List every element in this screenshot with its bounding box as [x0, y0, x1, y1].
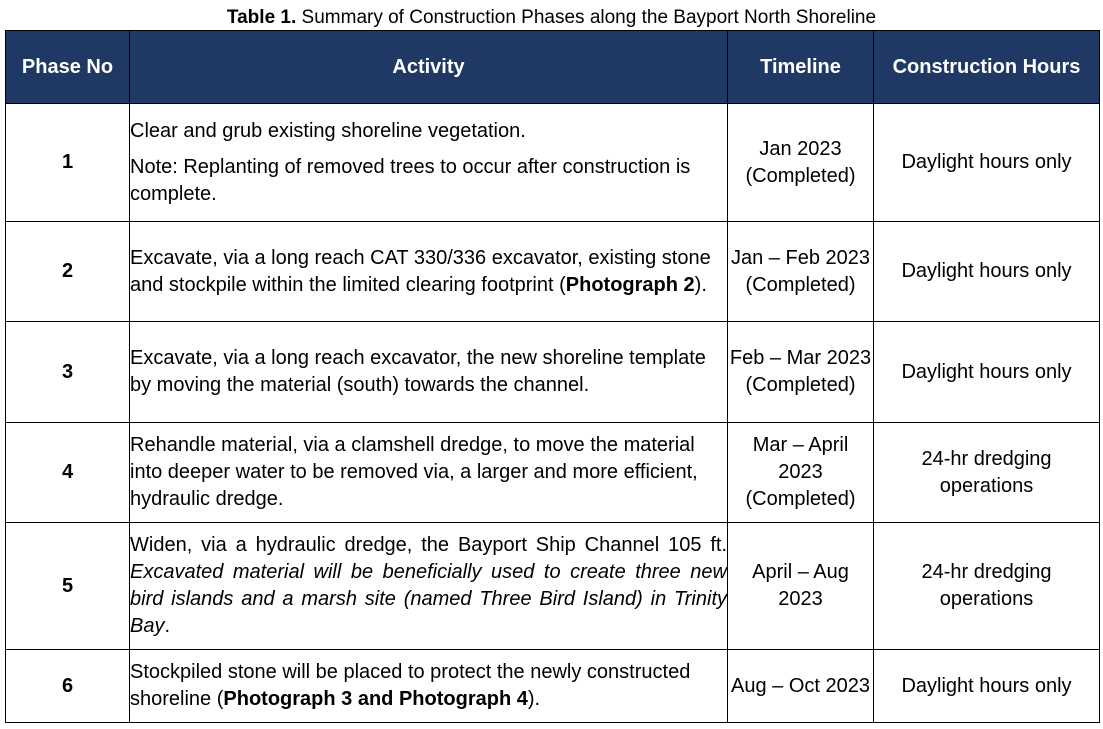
construction-hours-cell: Daylight hours only [874, 222, 1100, 322]
activity-cell [130, 423, 728, 523]
table-row [6, 104, 1100, 222]
activity-text: Widen, via a hydraulic dredge, the Bayport Ship Channel 105 ft. [130, 534, 727, 556]
activity-note: Note: Replanting of removed trees to occur after construction is complete. [130, 155, 691, 205]
activity-cell [130, 523, 728, 650]
activity-cell [130, 322, 728, 423]
construction-phases-table [5, 30, 1100, 723]
timeline-cell: Aug – Oct 2023 [728, 650, 874, 723]
phase-number: 2 [6, 222, 130, 322]
activity-text: Stockpiled stone will be placed to protect the newly constructed shoreline ( [130, 661, 691, 710]
activity-text: Excavate, via a long reach excavator, the new shoreline template by moving the material (south) towards the channel. [130, 347, 706, 396]
activity-cell [130, 222, 728, 322]
phase-number: 4 [6, 423, 130, 523]
header-phase-no: Phase No [6, 31, 130, 104]
activity-cell [130, 650, 728, 723]
construction-hours-cell: Daylight hours only [874, 322, 1100, 423]
photograph-reference: Photograph 3 and Photograph 4 [223, 688, 528, 710]
phase-number: 5 [6, 523, 130, 650]
table-header-row [6, 31, 1100, 104]
table-caption [0, 6, 1103, 30]
activity-text: Clear and grub existing shoreline vegetation. [130, 119, 526, 142]
activity-text: Excavate, via a long reach CAT 330/336 excavator, existing stone and stockpile within the limited clearing footprint ( [130, 246, 711, 296]
activity-text: Rehandle material, via a clamshell dredge, to move the material into deeper water to be removed via, a larger and more efficient, hydraulic dredge. [130, 434, 698, 510]
table-row [6, 322, 1100, 423]
header-activity: Activity [130, 31, 728, 104]
header-timeline: Timeline [728, 31, 874, 104]
timeline-cell: Feb – Mar 2023 (Completed) [728, 322, 874, 423]
activity-cell [130, 104, 728, 222]
phase-number: 6 [6, 650, 130, 723]
construction-hours-cell: 24-hr dredging operations [874, 523, 1100, 650]
header-construction-hours: Construction Hours [874, 31, 1100, 104]
table-row [6, 523, 1100, 650]
activity-text-end: . [164, 615, 171, 637]
table-caption-label: Table 1. [226, 7, 297, 28]
construction-hours-cell: 24-hr dredging operations [874, 423, 1100, 523]
timeline-cell: Jan – Feb 2023 (Completed) [728, 222, 874, 322]
phase-number: 3 [6, 322, 130, 423]
timeline-cell: April – Aug 2023 [728, 523, 874, 650]
activity-text-end: ). [694, 273, 707, 296]
timeline-cell: Jan 2023 (Completed) [728, 104, 874, 222]
activity-text-end: ). [527, 688, 541, 710]
timeline-cell: Mar – April 2023 (Completed) [728, 423, 874, 523]
activity-italic-text: Excavated material will be beneficially used to create three new bird islands and a marsh site (named Three Bird Island) in Trinity Bay [130, 561, 727, 637]
construction-hours-cell: Daylight hours only [874, 650, 1100, 723]
table-row [6, 423, 1100, 523]
photograph-reference: Photograph 2 [565, 273, 695, 296]
table-row [6, 222, 1100, 322]
table-row [6, 650, 1100, 723]
construction-hours-cell: Daylight hours only [874, 104, 1100, 222]
table-caption-text: Summary of Construction Phases along the Bayport North Shoreline [296, 7, 877, 28]
phase-number: 1 [6, 104, 130, 222]
